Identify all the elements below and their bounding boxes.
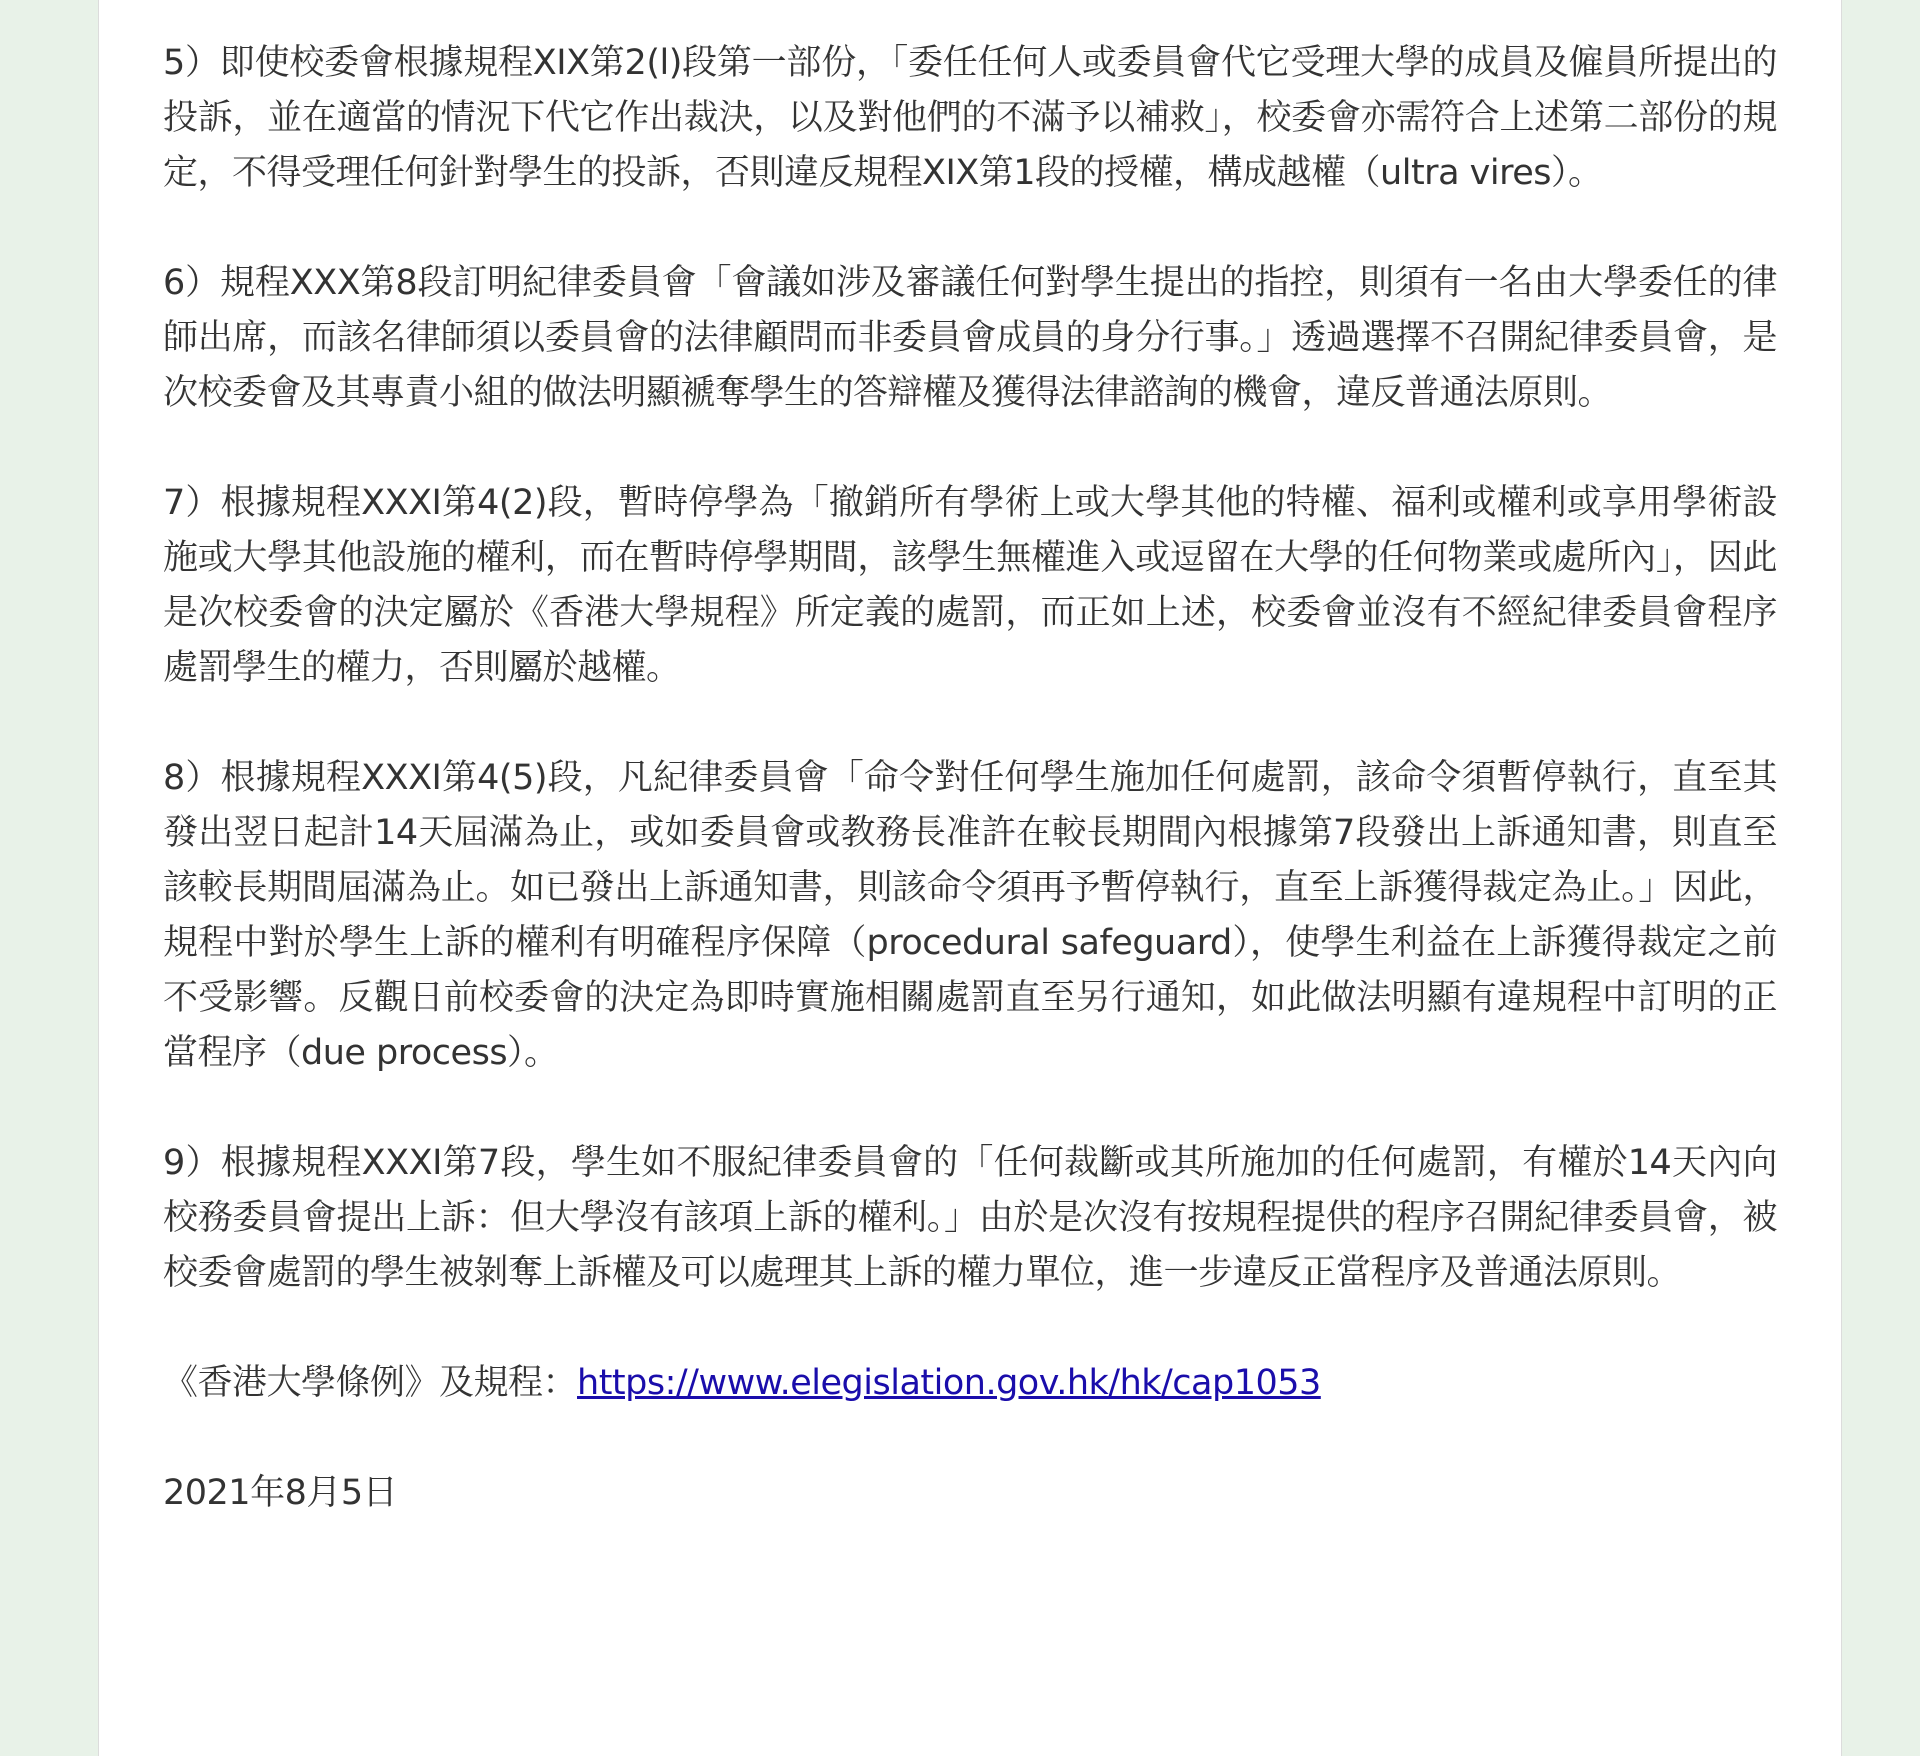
paragraph-5: 5）即使校委會根據規程XIX第2(l)段第一部份，「委任任何人或委員會代它受理大學的成員及僱員所提出的投訴，並在適當的情況下代它作出裁決，以及對他們的不滿予以補救」，校委會亦需符合上述第二部份的規定，不得受理任何針對學生的投訴，否則違反規程XIX第1段的授權，構成越權（ultra vires）。 — [163, 43, 1777, 193]
publish-date: 2021年8月5日 — [163, 1473, 398, 1513]
article-body — [163, 36, 1777, 1521]
paragraph-9: 9）根據規程XXXI第7段，學生如不服紀律委員會的「任何裁斷或其所施加的任何處罰，有權於14天內向校務委員會提出上訴：但大學沒有該項上訴的權利。」由於是次沒有按規程提供的程序召開紀律委員會，被校委會處罰的學生被剝奪上訴權及可以處理其上訴的權力單位，進一步違反正當程序及普通法原則。 — [163, 1143, 1777, 1293]
source-reference — [163, 1356, 1777, 1411]
paragraph-7: 7）根據規程XXXI第4(2)段，暫時停學為「撤銷所有學術上或大學其他的特權、福利或權利或享用學術設施或大學其他設施的權利，而在暫時停學期間，該學生無權進入或逗留在大學的任何物業或處所內」，因此是次校委會的決定屬於《香港大學規程》所定義的處罰，而正如上述，校委會並沒有不經紀律委員會程序處罰學生的權力，否則屬於越權。 — [163, 483, 1777, 688]
source-label: 《香港大學條例》及規程： — [163, 1363, 578, 1403]
paragraph-6: 6）規程XXX第8段訂明紀律委員會「會議如涉及審議任何對學生提出的指控，則須有一名由大學委任的律師出席，而該名律師須以委員會的法律顧問而非委員會成員的身分行事。」透過選擇不召開紀律委員會，是次校委會及其專責小組的做法明顯褫奪學生的答辯權及獲得法律諮詢的機會，違反普通法原則。 — [163, 263, 1777, 413]
article-card — [98, 0, 1842, 1756]
paragraph-8: 8）根據規程XXXI第4(5)段，凡紀律委員會「命令對任何學生施加任何處罰，該命令須暫停執行，直至其發出翌日起計14天屆滿為止，或如委員會或教務長准許在較長期間內根據第7段發出上訴通知書，則直至該較長期間屆滿為止。如已發出上訴通知書，則該命令須再予暫停執行，直至上訴獲得裁定為止。」因此，規程中對於學生上訴的權利有明確程序保障（procedural safeguard），使學生利益在上訴獲得裁定之前不受影響。反觀日前校委會的決定為即時實施相關處罰直至另行通知，如此做法明顯有違規程中訂明的正當程序（due process）。 — [163, 758, 1777, 1073]
source-link[interactable]: https://www.elegislation.gov.hk/hk/cap1053 — [577, 1363, 1321, 1403]
